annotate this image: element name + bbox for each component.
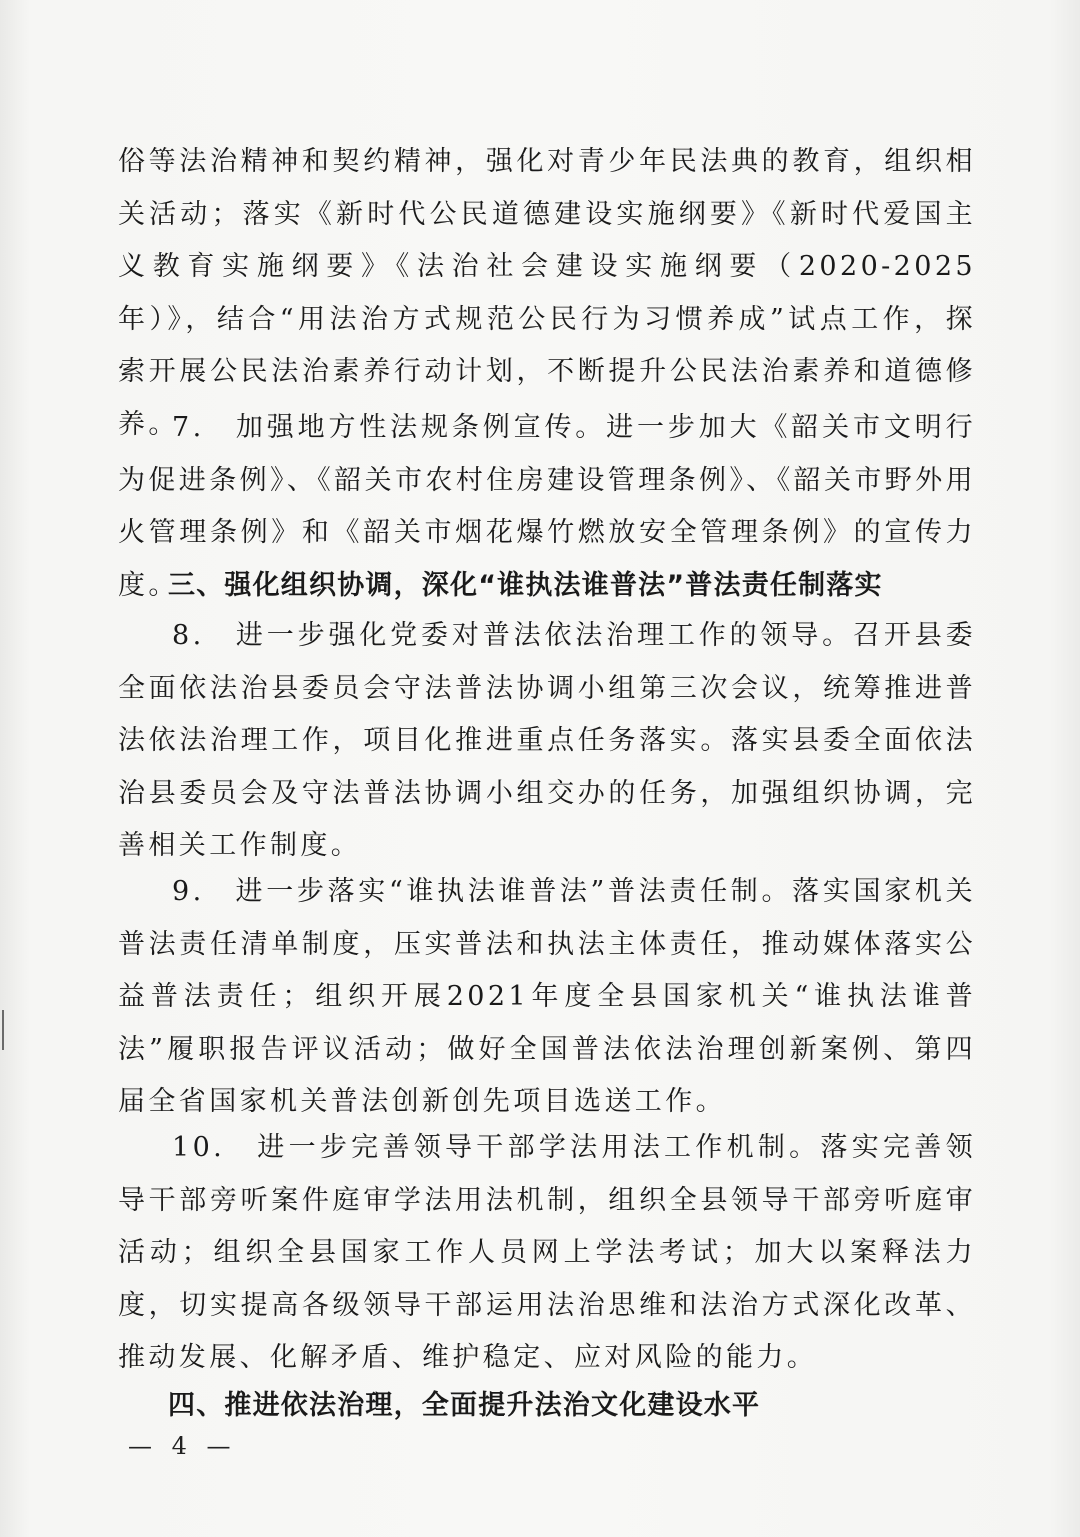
scan-artifact bbox=[2, 1010, 4, 1050]
section-3-heading: 三、强化组织协调，深化“谁执法谁普法”普法责任制落实 bbox=[168, 570, 883, 601]
paragraph-continued: 俗等法治精神和契约精神，强化对青少年民法典的教育，组织相关活动；落实《新时代公民道德建设实施纲要》《新时代爱国主义教育实施纲要》《法治社会建设实施纲要（2020-2025年）》，结合“用法治方式规范公民行为习惯养成”试点工作，探索开展公民法治素养行动计划，不断提升公民法治素养和道德修养。 bbox=[118, 146, 976, 440]
paragraph-item-9: 9. 进一步落实“谁执法谁普法”普法责任制。落实国家机关普法责任清单制度，压实普法和执法主体责任，推动媒体落实公益普法责任；组织开展2021年度全县国家机关“谁执法谁普法”履职报告评议活动；做好全国普法依法治理创新案例、第四届全省国家机关普法创新创先项目选送工作。 bbox=[118, 876, 976, 1117]
paragraph-item-10: 10. 进一步完善领导干部学法用法工作机制。落实完善领导干部旁听案件庭审学法用法机制，组织全县领导干部旁听庭审活动；组织全县国家工作人员网上学法考试；加大以案释法力度，切实提高各级领导干部运用法治思维和法治方式深化改革、推动发展、化解矛盾、维护稳定、应对风险的能力。 bbox=[118, 1132, 976, 1373]
page-number: — 4 — bbox=[128, 1432, 237, 1460]
paragraph-item-8: 8. 进一步强化党委对普法依法治理工作的领导。召开县委全面依法治县委员会守法普法协调小组第三次会议，统筹推进普法依法治理工作，项目化推进重点任务落实。落实县委全面依法治县委员会及守法普法协调小组交办的任务，加强组织协调，完善相关工作制度。 bbox=[118, 620, 976, 861]
section-4-heading: 四、推进依法治理，全面提升法治文化建设水平 bbox=[168, 1390, 761, 1421]
paragraph-item-7: 7. 加强地方性法规条例宣传。进一步加大《韶关市文明行为促进条例》、《韶关市农村住房建设管理条例》、《韶关市野外用火管理条例》和《韶关市烟花爆竹燃放安全管理条例》的宣传力度。 bbox=[118, 412, 976, 601]
